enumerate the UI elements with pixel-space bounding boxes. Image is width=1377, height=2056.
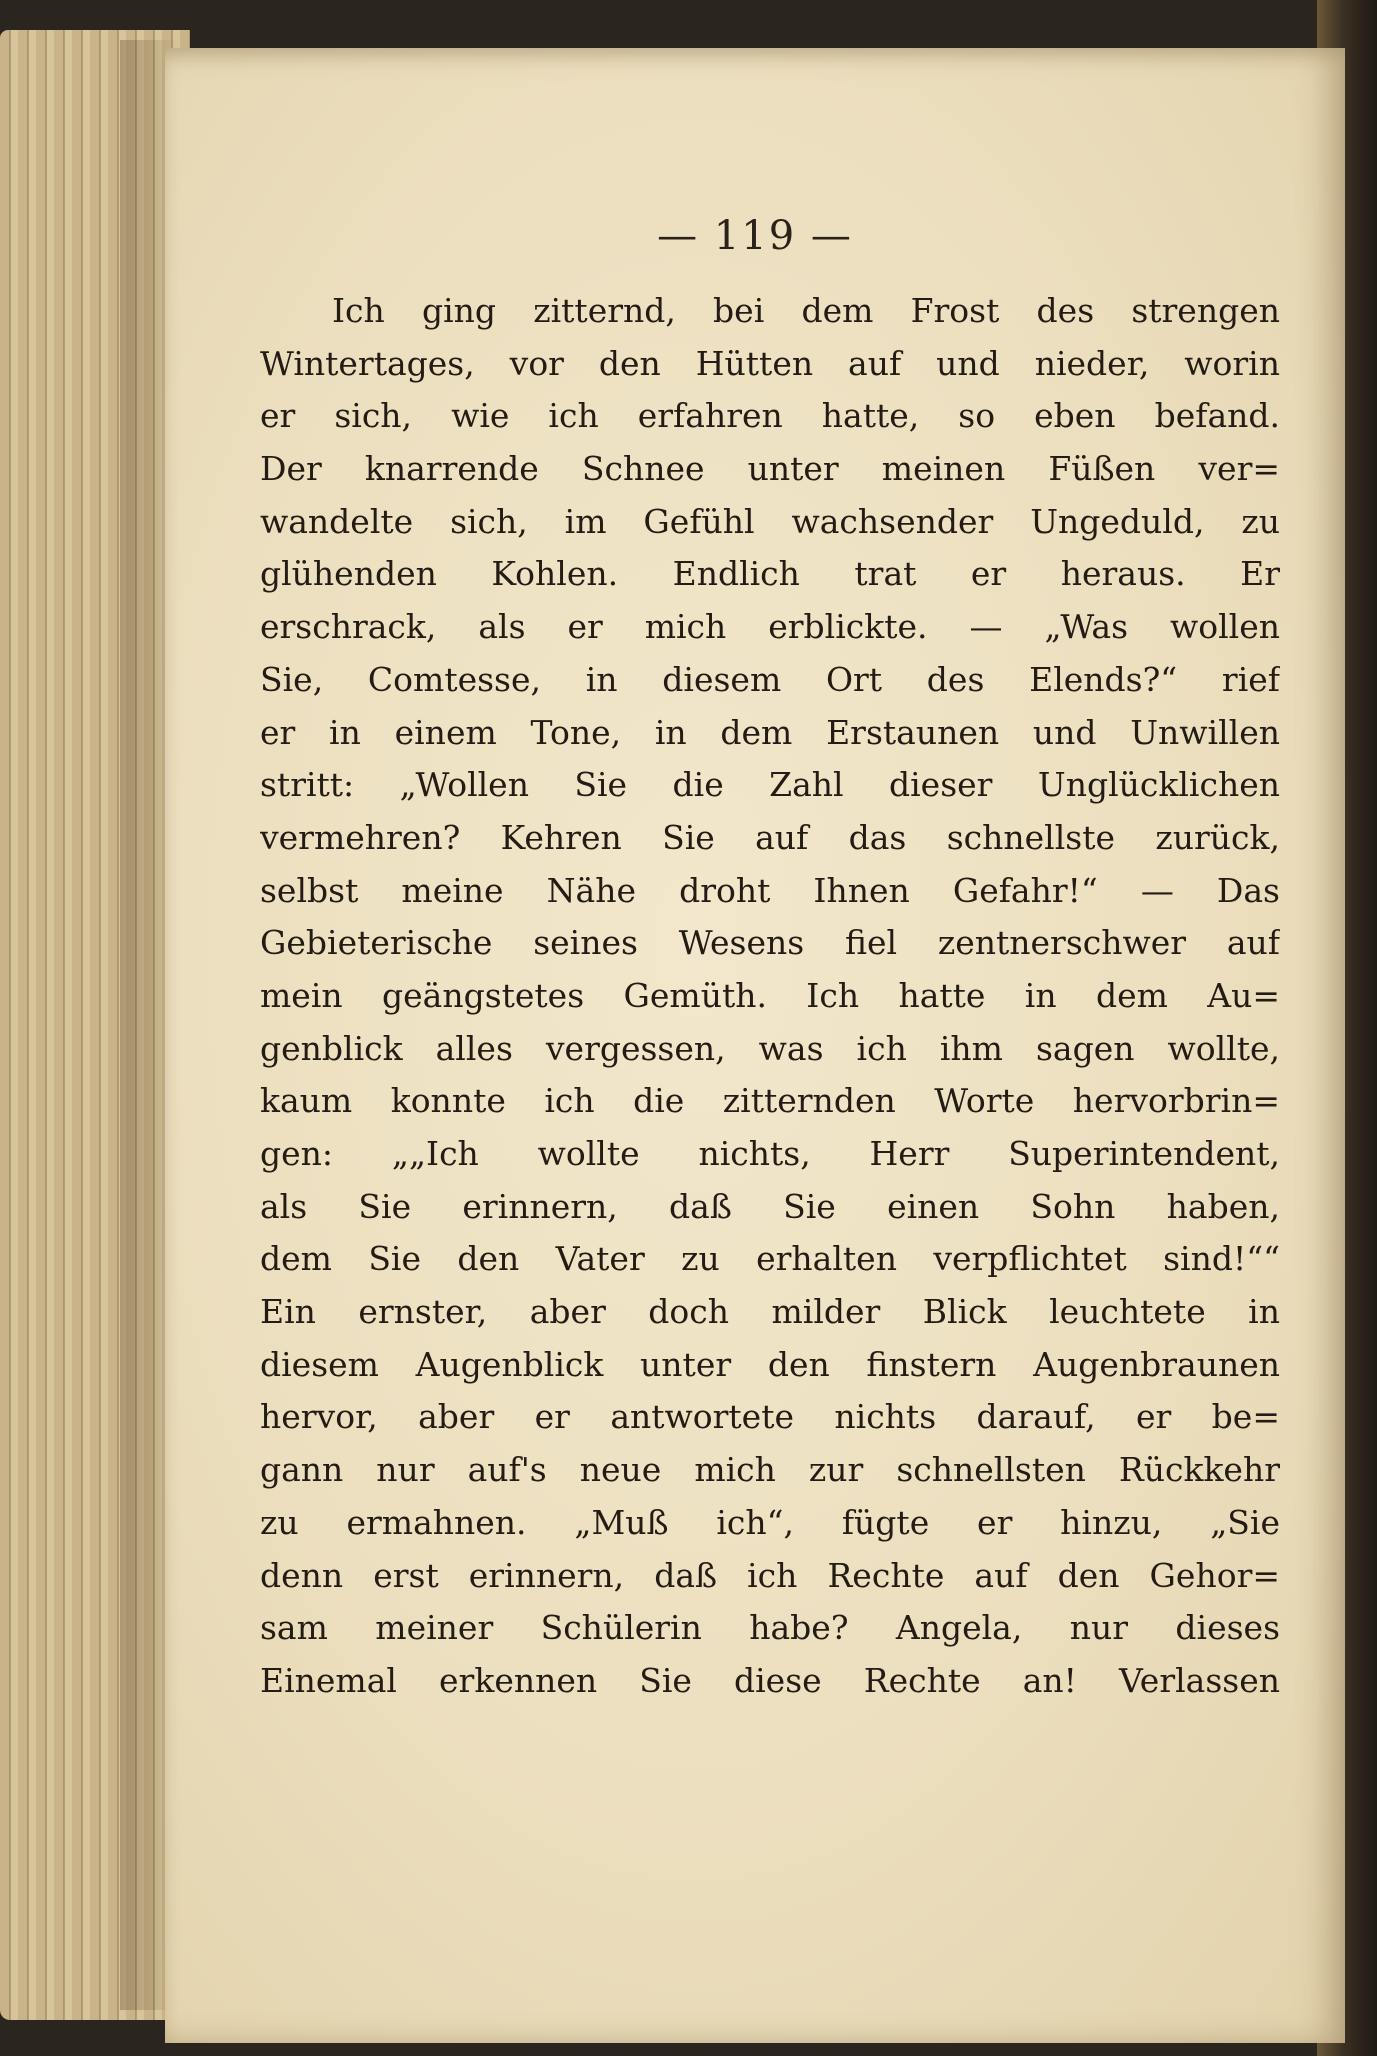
text-line: vermehren? Kehren Sie auf das schnellste zurück, [260, 817, 1280, 857]
text-line: genblick alles vergessen, was ich ihm sagen wollte, [260, 1028, 1280, 1068]
text-line: Ein ernster, aber doch milder Blick leuchtete in [260, 1292, 1280, 1332]
text-line: Sie, Comtesse, in diesem Ort des Elends?“ rief [260, 659, 1280, 699]
text-line: gann nur auf's neue mich zur schnellsten Rückkehr [260, 1450, 1280, 1490]
text-line: Gebieterische seines Wesens fiel zentnerschwer auf [260, 923, 1280, 963]
text-line: er in einem Tone, in dem Erstaunen und Unwillen [260, 712, 1280, 752]
text-line: Wintertages, vor den Hütten auf und nieder, worin [260, 343, 1280, 383]
text-line: er sich, wie ich erfahren hatte, so eben befand. [260, 396, 1280, 436]
text-line: glühenden Kohlen. Endlich trat er heraus. Er [260, 554, 1280, 594]
text-line: erschrack, als er mich erblickte. — „Was wollen [260, 607, 1280, 647]
text-line: selbst meine Nähe droht Ihnen Gefahr!“ — Das [260, 870, 1280, 910]
text-line: sam meiner Schülerin habe? Angela, nur dieses [260, 1608, 1280, 1648]
text-line: Der knarrende Schnee unter meinen Füßen ver= [260, 449, 1280, 489]
text-line: als Sie erinnern, daß Sie einen Sohn haben, [260, 1186, 1280, 1226]
text-line: denn erst erinnern, daß ich Rechte auf den Gehor= [260, 1555, 1280, 1595]
text-line: kaum konnte ich die zitternden Worte hervorbrin= [260, 1081, 1280, 1121]
text-line: zu ermahnen. „Muß ich“, fügte er hinzu, „Sie [260, 1502, 1280, 1542]
page-number: — 119 — [657, 213, 853, 259]
text-line: stritt: „Wollen Sie die Zahl dieser Unglücklichen [260, 765, 1280, 805]
text-line: dem Sie den Vater zu erhalten verpflichtet sind!““ [260, 1239, 1280, 1279]
text-line: Ich ging zitternd, bei dem Frost des strengen [332, 291, 1280, 330]
text-line: mein geängstetes Gemüth. Ich hatte in dem Au= [260, 975, 1280, 1015]
text-line: gen: „„Ich wollte nichts, Herr Superintendent, [260, 1134, 1280, 1173]
text-line: wandelte sich, im Gefühl wachsender Ungeduld, zu [260, 501, 1280, 541]
text-line: diesem Augenblick unter den finstern Augenbraunen [260, 1344, 1280, 1384]
body-text [260, 285, 1280, 1708]
text-line: Einemal erkennen Sie diese Rechte an! Verlassen [260, 1660, 1280, 1700]
text-line: hervor, aber er antwortete nichts darauf, er be= [260, 1397, 1280, 1437]
